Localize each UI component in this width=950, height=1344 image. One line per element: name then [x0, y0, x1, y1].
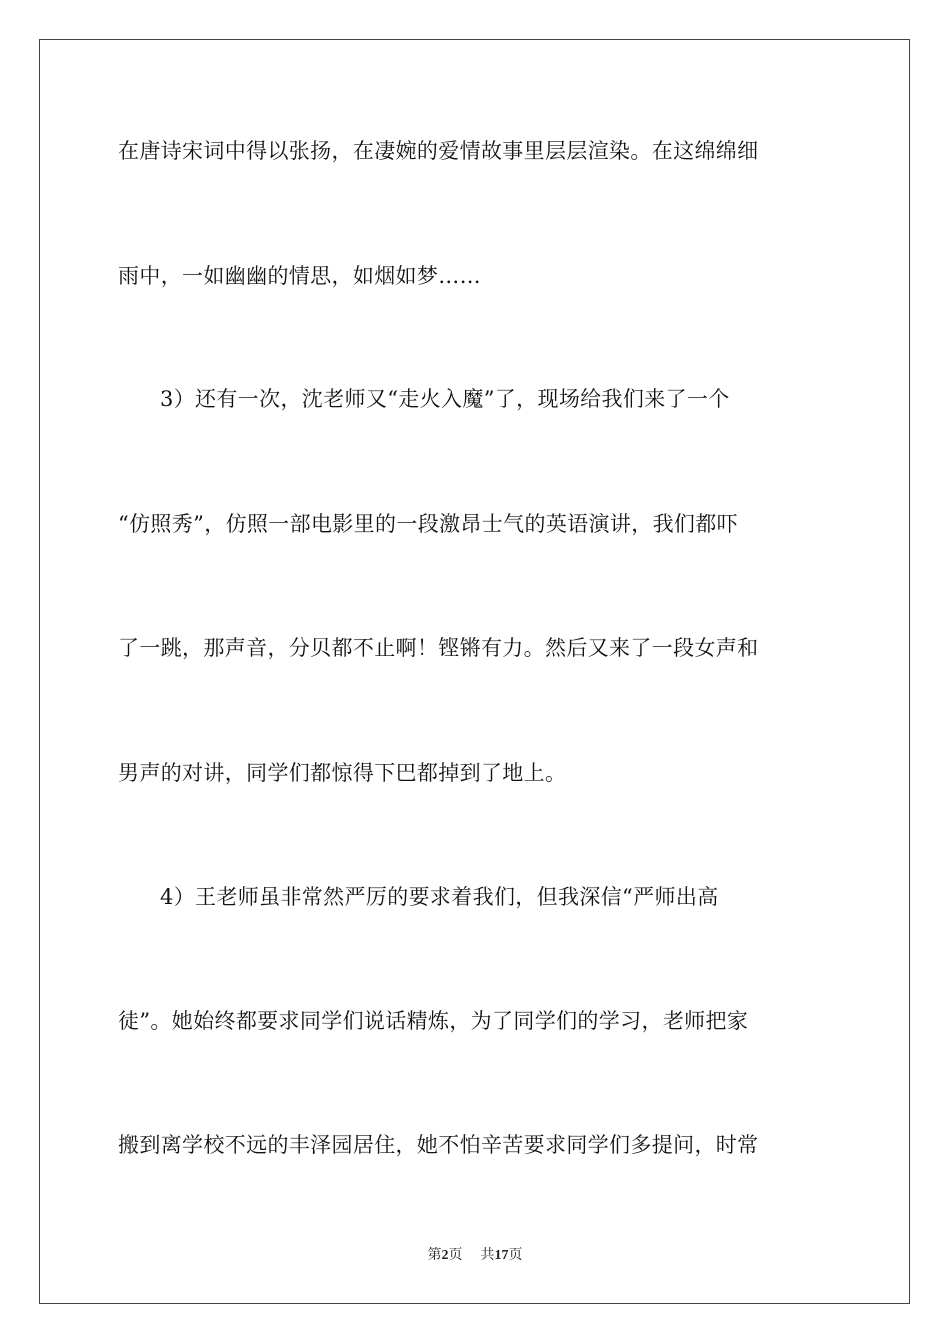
page-number: 2 [441, 1248, 449, 1263]
total-label-suffix: 页 [508, 1248, 523, 1263]
page-border [39, 39, 910, 1304]
body-text-line: 徒”。她始终都要求同学们说话精炼，为了同学们的学习，老师把家 [118, 1009, 749, 1033]
body-text-line: 搬到离学校不远的丰泽园居住，她不怕辛苦要求同学们多提问，时常 [118, 1133, 759, 1157]
body-text-line: 雨中，一如幽幽的情思，如烟如梦…… [118, 264, 481, 288]
page-label-suffix: 页 [448, 1248, 463, 1263]
body-text-line: 3）还有一次，沈老师又“走火入魔”了，现场给我们来了一个 [160, 387, 730, 411]
page-footer [0, 1247, 950, 1265]
body-text-line: “仿照秀”，仿照一部电影里的一段激昂士气的英语演讲，我们都吓 [118, 512, 738, 536]
body-text-line: 了一跳，那声音，分贝都不止啊！铿锵有力。然后又来了一段女声和 [118, 636, 759, 660]
body-text-line: 男声的对讲，同学们都惊得下巴都掉到了地上。 [118, 761, 567, 785]
body-text-line: 4）王老师虽非常然严厉的要求着我们，但我深信“严师出高 [160, 885, 719, 909]
total-pages: 17 [494, 1248, 509, 1263]
page-label-prefix: 第 [427, 1248, 442, 1263]
body-text-line: 在唐诗宋词中得以张扬，在凄婉的爱情故事里层层渲染。在这绵绵细 [118, 139, 759, 163]
total-label-prefix: 共 [480, 1248, 495, 1263]
